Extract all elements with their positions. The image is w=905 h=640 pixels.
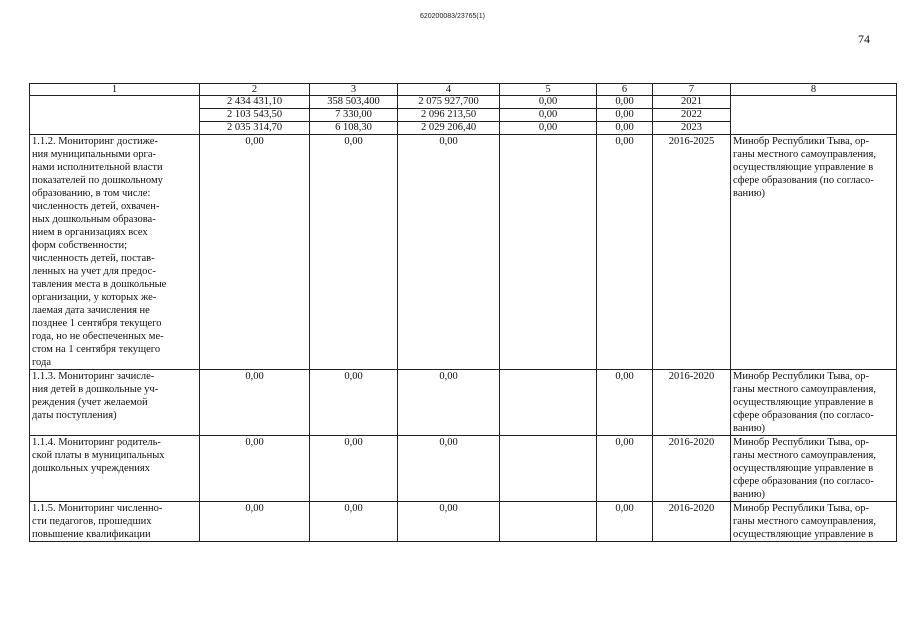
activity-name-cell <box>30 370 200 436</box>
cell-period: 2016-2020 <box>653 436 731 502</box>
cell-total: 2 035 314,70 <box>200 122 310 135</box>
text-line: ганы местного самоуправления, <box>733 384 877 395</box>
cell-federal: 0,00 <box>310 135 398 370</box>
cell-period: 2016-2020 <box>653 370 731 436</box>
cell-year: 2022 <box>653 109 731 122</box>
executor-cell <box>731 436 897 502</box>
cell-federal: 358 503,400 <box>310 96 398 109</box>
text-line: ленных на учет для предос- <box>32 266 156 277</box>
cell-federal: 0,00 <box>310 436 398 502</box>
cell-republic: 0,00 <box>398 370 500 436</box>
cell-extra: 0,00 <box>597 122 653 135</box>
text-line: осуществляющие управление в <box>733 463 874 474</box>
cell-year: 2023 <box>653 122 731 135</box>
cell-extra: 0,00 <box>597 370 653 436</box>
text-line: сфере образования (по согласо- <box>733 476 874 487</box>
text-line: ния детей в дошкольные уч- <box>32 384 159 395</box>
cell-local <box>500 436 597 502</box>
document-code: 620200083/23765(1) <box>419 13 485 20</box>
text-line: Минобр Республики Тыва, ор- <box>733 136 870 147</box>
table-row <box>30 370 897 436</box>
table-row <box>30 135 897 370</box>
cell-local <box>500 135 597 370</box>
text-line: ской платы в муниципальных <box>32 450 165 461</box>
text-line: численность детей, постав- <box>32 253 155 264</box>
text-line: ванию) <box>733 423 766 434</box>
column-number-row <box>30 84 897 96</box>
text-line: 1.1.4. Мониторинг родитель- <box>32 437 161 448</box>
cell-year: 2021 <box>653 96 731 109</box>
text-line: стом на 1 сентября текущего <box>32 344 161 355</box>
activity-name-cell <box>30 436 200 502</box>
text-line: численность детей, охвачен- <box>32 201 160 212</box>
cell-extra: 0,00 <box>597 109 653 122</box>
text-line: осуществляющие управление в <box>733 162 874 173</box>
text-line: года, но не обеспеченных ме- <box>32 331 164 342</box>
cell-total: 2 434 431,10 <box>200 96 310 109</box>
cell-republic: 0,00 <box>398 135 500 370</box>
text-line: показателей по дошкольному <box>32 175 163 186</box>
cell-total: 2 103 543,50 <box>200 109 310 122</box>
text-line: года <box>32 357 51 368</box>
text-line: осуществляющие управление в <box>733 397 874 408</box>
executor-cell <box>731 370 897 436</box>
column-header: 4 <box>398 84 500 96</box>
text-line: образованию, в том числе: <box>32 188 151 199</box>
text-line: ных дошкольным образова- <box>32 214 156 225</box>
text-line: нами исполнительной власти <box>32 162 163 173</box>
column-header: 6 <box>597 84 653 96</box>
column-header: 2 <box>200 84 310 96</box>
cell-republic: 2 075 927,700 <box>398 96 500 109</box>
text-line: осуществляющие управление в <box>733 529 874 540</box>
text-line: лаемая дата зачисления не <box>32 305 150 316</box>
cell-total: 0,00 <box>200 436 310 502</box>
text-line: дошкольных учреждениях <box>32 463 150 474</box>
page-number: 74 <box>858 32 870 46</box>
cell-republic: 2 029 206,40 <box>398 122 500 135</box>
cell-local <box>500 370 597 436</box>
cell-local: 0,00 <box>500 96 597 109</box>
cell-local <box>500 502 597 542</box>
text-line: 1.1.2. Мониторинг достиже- <box>32 136 158 147</box>
text-line: сфере образования (по согласо- <box>733 410 874 421</box>
table-row <box>30 436 897 502</box>
empty-cell <box>731 96 897 135</box>
cell-federal: 0,00 <box>310 502 398 542</box>
text-line: нием в организациях всех <box>32 227 148 238</box>
text-line: Минобр Республики Тыва, ор- <box>733 371 870 382</box>
column-header: 5 <box>500 84 597 96</box>
empty-cell <box>30 96 200 135</box>
column-header: 8 <box>731 84 897 96</box>
subtotal-row <box>30 96 897 109</box>
text-line: организации, у которых же- <box>32 292 157 303</box>
text-line: тавления места в дошкольные <box>32 279 167 290</box>
cell-total: 0,00 <box>200 502 310 542</box>
text-line: 1.1.3. Мониторинг зачисле- <box>32 371 155 382</box>
text-line: Минобр Республики Тыва, ор- <box>733 503 870 514</box>
cell-federal: 6 108,30 <box>310 122 398 135</box>
cell-period: 2016-2025 <box>653 135 731 370</box>
cell-republic: 0,00 <box>398 502 500 542</box>
cell-total: 0,00 <box>200 370 310 436</box>
cell-federal: 7 330,00 <box>310 109 398 122</box>
cell-local: 0,00 <box>500 109 597 122</box>
cell-extra: 0,00 <box>597 502 653 542</box>
column-header: 7 <box>653 84 731 96</box>
program-table <box>29 83 897 542</box>
executor-cell <box>731 135 897 370</box>
cell-total: 0,00 <box>200 135 310 370</box>
column-header: 3 <box>310 84 398 96</box>
text-line: ганы местного самоуправления, <box>733 516 877 527</box>
text-line: позднее 1 сентября текущего <box>32 318 162 329</box>
cell-republic: 0,00 <box>398 436 500 502</box>
text-line: ганы местного самоуправления, <box>733 450 877 461</box>
cell-extra: 0,00 <box>597 96 653 109</box>
text-line: сфере образования (по согласо- <box>733 175 874 186</box>
text-line: Минобр Республики Тыва, ор- <box>733 437 870 448</box>
text-line: ванию) <box>733 489 766 500</box>
activity-name-cell <box>30 502 200 542</box>
cell-republic: 2 096 213,50 <box>398 109 500 122</box>
cell-period: 2016-2020 <box>653 502 731 542</box>
text-line: 1.1.5. Мониторинг численно- <box>32 503 163 514</box>
text-line: сти педагогов, прошедших <box>32 516 152 527</box>
column-header: 1 <box>30 84 200 96</box>
text-line: ния муниципальными орга- <box>32 149 156 160</box>
cell-extra: 0,00 <box>597 135 653 370</box>
cell-local: 0,00 <box>500 122 597 135</box>
table-row <box>30 502 897 542</box>
text-line: даты поступления) <box>32 410 117 421</box>
text-line: форм собственности; <box>32 240 128 251</box>
text-line: ванию) <box>733 188 766 199</box>
activity-name-cell <box>30 135 200 370</box>
text-line: повышение квалификации <box>32 529 151 540</box>
cell-federal: 0,00 <box>310 370 398 436</box>
text-line: реждения (учет желаемой <box>32 397 148 408</box>
executor-cell <box>731 502 897 542</box>
text-line: ганы местного самоуправления, <box>733 149 877 160</box>
cell-extra: 0,00 <box>597 436 653 502</box>
